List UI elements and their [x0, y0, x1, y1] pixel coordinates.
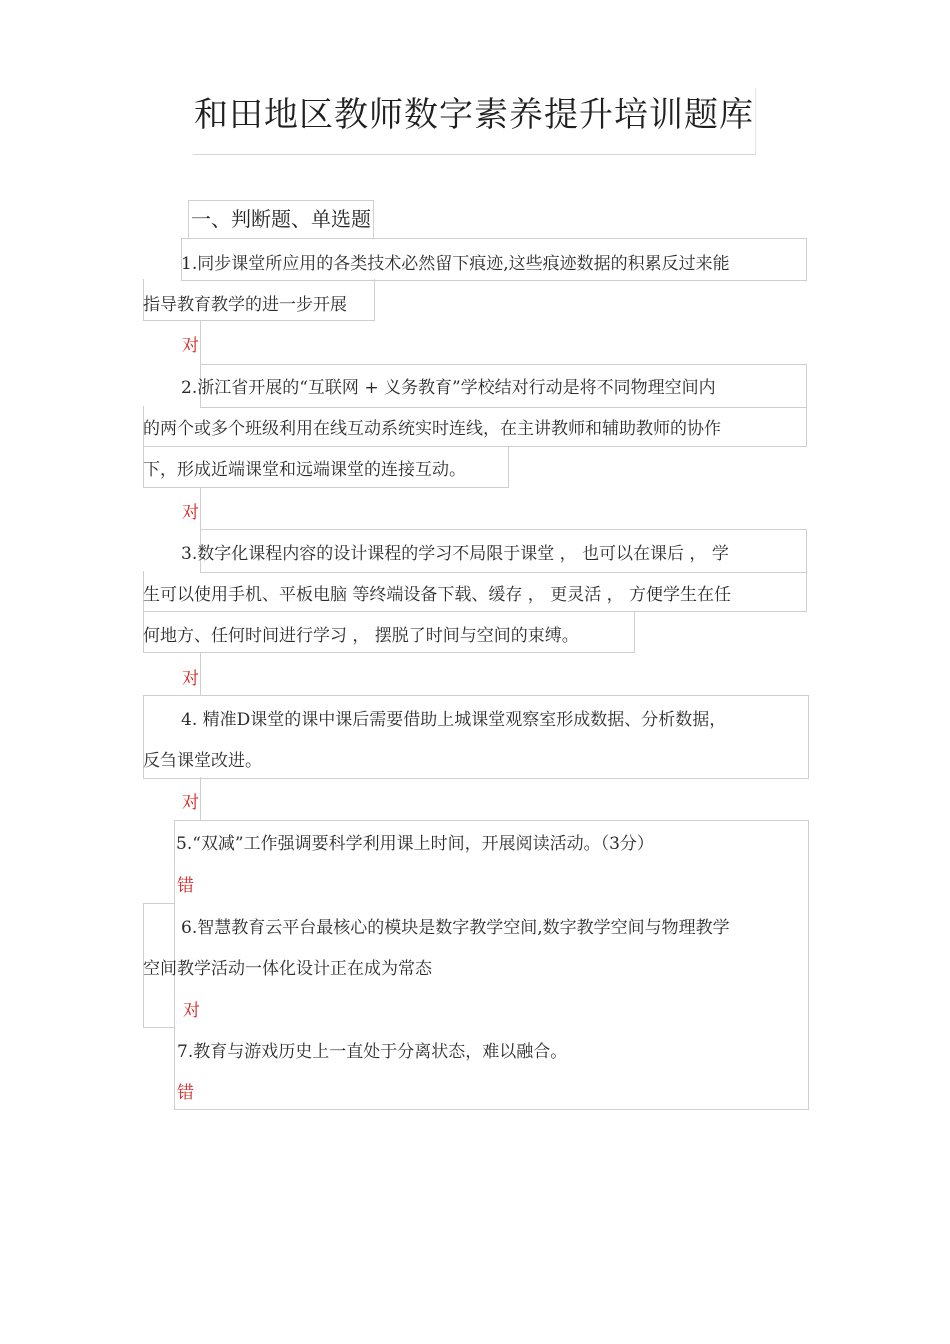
question-text-line: 7.教育与游戏历史上一直处于分离状态，难以融合。 — [177, 1042, 568, 1062]
question-text-line: 6.智慧教育云平台最核心的模块是数字教学空间,数字教学空间与物理教学 — [181, 918, 730, 938]
answer-label: 错 — [177, 1083, 194, 1103]
section-heading: 一、判断题、单选题 — [188, 200, 374, 239]
question-text-line: 下，形成近端课堂和远端课堂的连接互动。 — [143, 460, 466, 480]
question-3 — [143, 534, 806, 657]
question-1 — [143, 244, 806, 326]
question-2 — [143, 368, 806, 491]
answer-label: 对 — [182, 503, 199, 523]
question-text-line: 何地方、任何时间进行学习 ， 摆脱了时间与空间的束缚。 — [143, 626, 579, 646]
answer-label: 对 — [182, 336, 199, 356]
question-7 — [177, 1032, 797, 1073]
question-text-line: 的两个或多个班级利用在线互动系统实时连线，在主讲教师和辅助教师的协作 — [143, 419, 721, 439]
question-4 — [143, 700, 806, 782]
question-text-line: 5.“双减”工作强调要科学利用课上时间，开展阅读活动。（3分） — [176, 834, 654, 854]
question-text-line: 2.浙江省开展的“互联网 + 义务教育”学校结对行动是将不同物理空间内 — [181, 378, 716, 398]
question-text-line: 3.数字化课程内容的设计课程的学习不局限于课堂 ， 也可以在课后 ， 学 — [181, 544, 729, 564]
question-text-line: 4. 精准D课堂的课中课后需要借助上城课堂观察室形成数据、分析数据， — [181, 710, 727, 730]
question-text-line: 生可以使用手机、平板电脑 等终端设备下载、缓存 ， 更灵活 ， 方便学生在任 — [143, 585, 732, 605]
question-text-line: 反刍课堂改进。 — [143, 751, 262, 771]
question-text-line: 1.同步课堂所应用的各类技术必然留下痕迹,这些痕迹数据的积累反过来能 — [181, 254, 730, 274]
answer-label: 对 — [182, 793, 199, 813]
question-text-line: 指导教育教学的进一步开展 — [143, 295, 347, 315]
answer-label: 对 — [183, 1001, 200, 1021]
answer-label: 对 — [182, 669, 199, 689]
answer-label: 错 — [177, 876, 194, 896]
page-title: 和田地区教师数字素养提升培训题库 — [193, 88, 756, 155]
question-6 — [143, 908, 806, 990]
question-5 — [176, 824, 796, 865]
question-text-line: 空间教学活动一体化设计正在成为常态 — [143, 959, 432, 979]
